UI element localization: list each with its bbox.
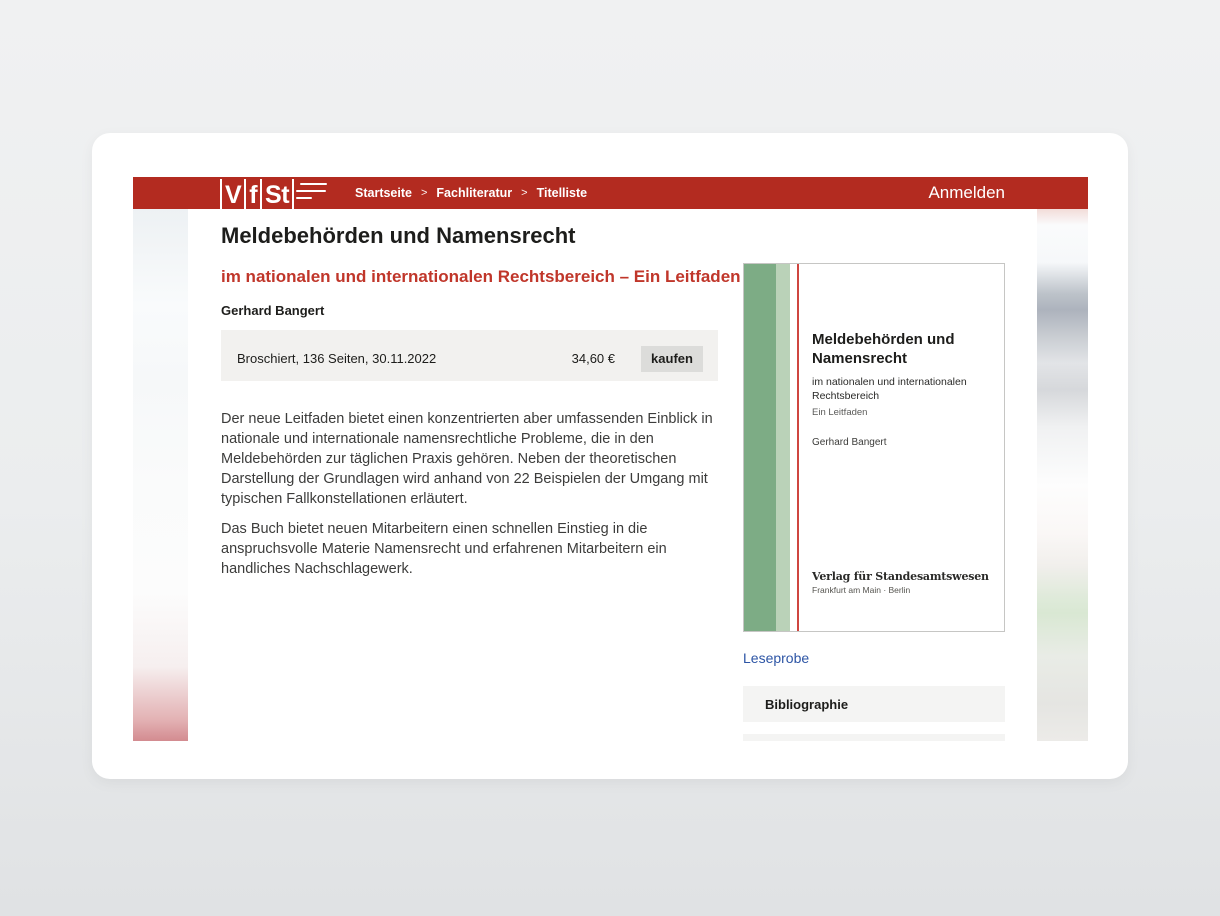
page-title: Meldebehörden und Namensrecht xyxy=(221,223,576,248)
blurred-right-strip xyxy=(1037,209,1088,741)
bibliographie-section-header[interactable]: Bibliographie xyxy=(743,686,1005,722)
description-paragraph: Der neue Leitfaden bietet einen konzentrierten aber umfassenden Einblick in nationale und internationale namensrechtliche Probleme, die in den Meldebehörden zur täglichen Praxis gehören. Neben der theoretischen Darstellung der Grundlagen wird anhand von 22 Beispielen der Umgang mit typischen Fallkonstellationen erläutert. xyxy=(221,411,713,507)
cover-white-gap xyxy=(790,264,797,631)
cover-publisher-city: Frankfurt am Main · Berlin xyxy=(812,585,911,595)
cover-title: Meldebehörden und Namensrecht xyxy=(812,331,955,367)
breadcrumb-titelliste[interactable]: Titelliste xyxy=(536,186,588,200)
breadcrumb-separator-icon: > xyxy=(420,187,428,199)
cover-text-area xyxy=(799,264,1004,631)
logo-divider xyxy=(292,179,294,209)
book-cover-image xyxy=(743,263,1005,632)
buy-button[interactable]: kaufen xyxy=(641,346,703,372)
vfst-logo[interactable] xyxy=(220,179,294,209)
logo-letter: St xyxy=(265,181,290,209)
breadcrumb-separator-icon: > xyxy=(521,187,528,199)
price: 34,60 € xyxy=(571,351,615,366)
description-paragraph: Das Buch bietet neuen Mitarbeitern einen schnellen Einstieg in die anspruchsvolle Materie Namensrecht und erfahrenen Mitarbeitern ein handliches Nachschlagewerk. xyxy=(221,521,667,577)
cover-subtitle: im nationalen und internationalen Rechtsbereich xyxy=(812,375,967,403)
cover-publisher-name: Verlag für Standesamtswesen xyxy=(812,570,989,583)
cover-author: Gerhard Bangert xyxy=(812,436,887,448)
next-section-header-cutoff[interactable] xyxy=(743,734,1005,741)
product-description xyxy=(221,409,726,579)
cover-green-stripe-dark xyxy=(744,264,776,631)
cover-publisher-block xyxy=(812,570,989,595)
logo-letter: f xyxy=(249,181,258,209)
cover-series-label: Ein Leitfaden xyxy=(812,406,868,418)
purchase-infobox xyxy=(221,330,718,381)
leseprobe-link[interactable]: Leseprobe xyxy=(743,650,810,666)
login-link[interactable]: Anmelden xyxy=(928,183,1005,202)
format-info: Broschiert, 136 Seiten, 30.11.2022 xyxy=(237,351,437,366)
hamburger-menu-icon[interactable] xyxy=(296,182,328,204)
breadcrumb-startseite[interactable]: Startseite xyxy=(355,186,412,200)
cover-green-stripe-light xyxy=(776,264,790,631)
author-name: Gerhard Bangert xyxy=(221,303,325,318)
breadcrumb xyxy=(355,177,587,209)
logo-letter: V xyxy=(225,181,242,209)
blurred-left-strip xyxy=(133,209,188,741)
site-header xyxy=(133,177,1088,209)
page-subtitle: im nationalen und internationalen Rechtsbereich – Ein Leitfaden xyxy=(221,267,741,286)
breadcrumb-fachliteratur[interactable]: Fachliteratur xyxy=(436,186,513,200)
browser-page-card xyxy=(92,133,1128,779)
